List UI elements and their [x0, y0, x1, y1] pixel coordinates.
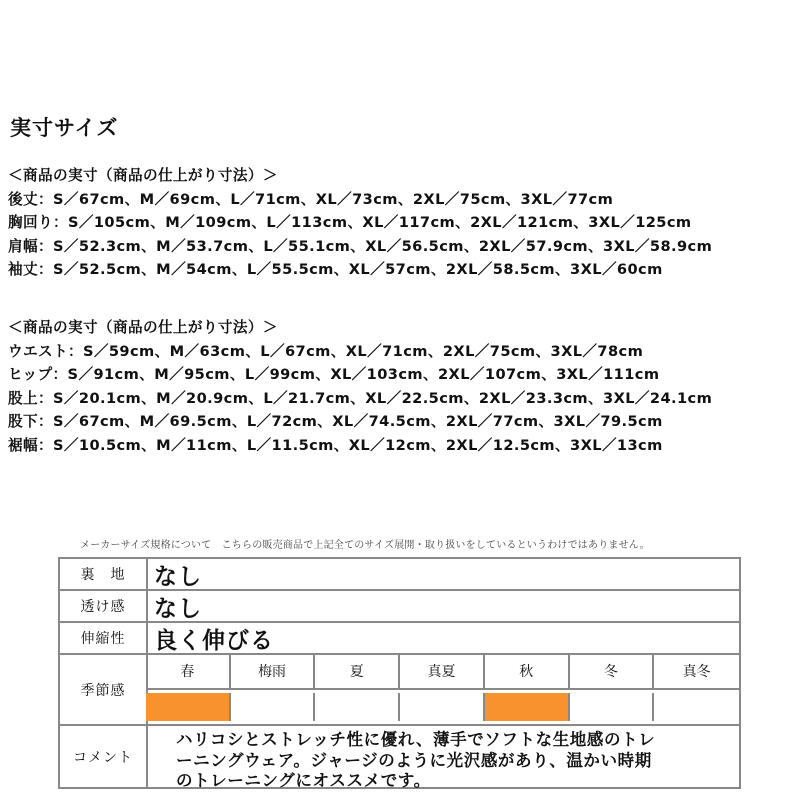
size-line-sleeve: 袖丈：S／52.5cm、M／54cm、L／55.5cm、XL／57cm、2XL／58.5cm、3XL／60cm [8, 261, 663, 278]
season-label: 冬 [570, 655, 655, 690]
spec-label: 裏 地 [60, 559, 148, 589]
size-line-chest: 胸回り：S／105cm、M／109cm、L／113cm、XL／117cm、2XL／121cm、3XL／125cm [8, 214, 692, 231]
spec-label: 透け感 [60, 591, 148, 621]
size-line-hem-width: 裾幅：S／10.5cm、M／11cm、L／11.5cm、XL／12cm、2XL／12.5cm、3XL／13cm [8, 436, 663, 454]
spec-row-lining [60, 559, 739, 591]
size-line-back-length: 後丈：S／67cm、M／69cm、L／71cm、XL／73cm、2XL／75cm、3XL／77cm [8, 190, 614, 208]
comment-line: のトレーニングにオススメです。 [176, 771, 431, 790]
spec-label: 季節感 [60, 655, 148, 724]
season-label: 春 [146, 655, 231, 690]
size-section-tops [8, 164, 712, 282]
spec-row-transparency [60, 591, 739, 623]
spec-value: 良く伸びる [154, 627, 274, 654]
size-line-waist: ウエスト：S／59cm、M／63cm、L／67cm、XL／71cm、2XL／75cm、3XL／78cm [8, 342, 644, 360]
season-indicator-active [146, 693, 231, 722]
section-heading: ＜商品の実寸（商品の仕上がり寸法）＞ [8, 319, 278, 336]
size-section-bottoms [8, 316, 712, 457]
season-label: 夏 [315, 655, 400, 690]
size-note: メーカーサイズ規格について こちらの販売商品で上記全てのサイズ展開・取り扱いをしているというわけではありません。 [80, 540, 650, 551]
season-label: 真冬 [654, 655, 739, 690]
season-indicator-active [485, 693, 570, 722]
page-title: 実寸サイズ [10, 116, 119, 140]
size-line-hip: ヒップ：S／91cm、M／95cm、L／99cm、XL／103cm、2XL／107cm、3XL／111cm [8, 366, 660, 383]
season-grid [146, 655, 739, 724]
size-line-shoulder: 肩幅：S／52.3cm、M／53.7cm、L／55.1cm、XL／56.5cm、2XL／57.9cm、3XL／58.9cm [8, 237, 713, 255]
season-label: 秋 [485, 655, 570, 690]
spec-label: コメント [60, 726, 148, 787]
size-line-rise: 股上：S／20.1cm、M／20.9cm、L／21.7cm、XL／22.5cm、2XL／23.3cm、3XL／24.1cm [8, 389, 713, 407]
comment-line: ハリコシとストレッチ性に優れ、薄手でソフトな生地感のトレ [176, 730, 656, 749]
spec-table [58, 557, 741, 789]
season-indicator [654, 693, 739, 722]
spec-label: 伸縮性 [60, 623, 148, 653]
section-heading: ＜商品の実寸（商品の仕上がり寸法）＞ [8, 167, 278, 184]
spec-row-season [60, 655, 739, 726]
season-indicator [570, 693, 655, 722]
spec-value: なし [154, 563, 202, 590]
comment-text [176, 730, 735, 792]
comment-line: ーニングウェア。ジャージのように光沢感があり、温かい時期 [176, 750, 652, 770]
spec-row-comment [60, 726, 739, 790]
season-label: 真夏 [400, 655, 485, 690]
size-line-inseam: 股下：S／67cm、M／69.5cm、L／72cm、XL／74.5cm、2XL／77cm、3XL／79.5cm [8, 413, 663, 430]
season-indicator [400, 693, 485, 722]
spec-value: なし [154, 595, 202, 622]
season-indicator [315, 693, 400, 722]
spec-row-stretch [60, 623, 739, 655]
season-label: 梅雨 [231, 655, 316, 690]
season-indicator [231, 693, 316, 722]
